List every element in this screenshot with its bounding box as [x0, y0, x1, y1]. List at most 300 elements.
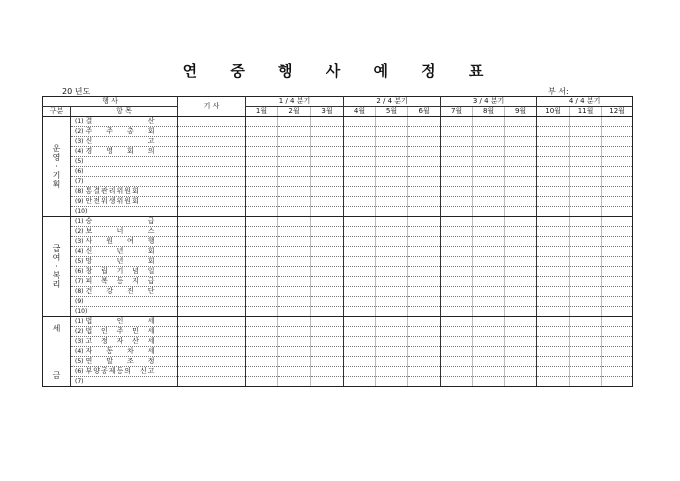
month-cell[interactable]: [441, 187, 473, 197]
month-cell[interactable]: [570, 127, 602, 137]
month-cell[interactable]: [408, 357, 441, 367]
month-cell[interactable]: [441, 177, 473, 187]
month-cell[interactable]: [441, 357, 473, 367]
month-cell[interactable]: [505, 147, 537, 157]
month-cell[interactable]: [246, 307, 278, 317]
note-cell[interactable]: [178, 127, 246, 137]
month-cell[interactable]: [246, 257, 278, 267]
month-cell[interactable]: [311, 217, 344, 227]
month-cell[interactable]: [441, 237, 473, 247]
month-cell[interactable]: [311, 247, 344, 257]
month-cell[interactable]: [602, 197, 633, 207]
month-cell[interactable]: [505, 277, 537, 287]
month-cell[interactable]: [441, 247, 473, 257]
month-cell[interactable]: [311, 357, 344, 367]
note-cell[interactable]: [178, 157, 246, 167]
month-cell[interactable]: [408, 297, 441, 307]
month-cell[interactable]: [311, 367, 344, 377]
month-cell[interactable]: [408, 327, 441, 337]
month-cell[interactable]: [473, 277, 505, 287]
month-cell[interactable]: [602, 237, 633, 247]
month-cell[interactable]: [311, 237, 344, 247]
month-cell[interactable]: [311, 127, 344, 137]
month-cell[interactable]: [602, 317, 633, 327]
month-cell[interactable]: [278, 247, 311, 257]
month-cell[interactable]: [408, 167, 441, 177]
month-cell[interactable]: [505, 367, 537, 377]
month-cell[interactable]: [537, 327, 570, 337]
month-cell[interactable]: [344, 167, 376, 177]
note-cell[interactable]: [178, 147, 246, 157]
month-cell[interactable]: [408, 307, 441, 317]
note-cell[interactable]: [178, 357, 246, 367]
month-cell[interactable]: [376, 317, 408, 327]
month-cell[interactable]: [344, 187, 376, 197]
month-cell[interactable]: [311, 147, 344, 157]
month-cell[interactable]: [441, 327, 473, 337]
month-cell[interactable]: [537, 127, 570, 137]
month-cell[interactable]: [344, 337, 376, 347]
month-cell[interactable]: [408, 187, 441, 197]
note-cell[interactable]: [178, 207, 246, 217]
month-cell[interactable]: [537, 297, 570, 307]
month-cell[interactable]: [344, 177, 376, 187]
month-cell[interactable]: [278, 237, 311, 247]
month-cell[interactable]: [602, 287, 633, 297]
month-cell[interactable]: [408, 127, 441, 137]
month-cell[interactable]: [311, 227, 344, 237]
month-cell[interactable]: [602, 327, 633, 337]
month-cell[interactable]: [537, 277, 570, 287]
month-cell[interactable]: [376, 347, 408, 357]
month-cell[interactable]: [408, 277, 441, 287]
month-cell[interactable]: [602, 277, 633, 287]
month-cell[interactable]: [246, 287, 278, 297]
month-cell[interactable]: [278, 297, 311, 307]
month-cell[interactable]: [473, 137, 505, 147]
month-cell[interactable]: [344, 137, 376, 147]
month-cell[interactable]: [441, 377, 473, 387]
month-cell[interactable]: [376, 177, 408, 187]
month-cell[interactable]: [344, 377, 376, 387]
month-cell[interactable]: [408, 177, 441, 187]
month-cell[interactable]: [376, 277, 408, 287]
month-cell[interactable]: [473, 367, 505, 377]
month-cell[interactable]: [376, 307, 408, 317]
month-cell[interactable]: [473, 267, 505, 277]
month-cell[interactable]: [441, 367, 473, 377]
month-cell[interactable]: [473, 347, 505, 357]
month-cell[interactable]: [408, 367, 441, 377]
month-cell[interactable]: [441, 287, 473, 297]
month-cell[interactable]: [537, 337, 570, 347]
note-cell[interactable]: [178, 167, 246, 177]
month-cell[interactable]: [311, 267, 344, 277]
month-cell[interactable]: [278, 197, 311, 207]
month-cell[interactable]: [473, 147, 505, 157]
month-cell[interactable]: [278, 127, 311, 137]
month-cell[interactable]: [246, 227, 278, 237]
month-cell[interactable]: [473, 307, 505, 317]
month-cell[interactable]: [441, 157, 473, 167]
month-cell[interactable]: [570, 147, 602, 157]
month-cell[interactable]: [505, 137, 537, 147]
month-cell[interactable]: [246, 237, 278, 247]
month-cell[interactable]: [344, 297, 376, 307]
month-cell[interactable]: [311, 187, 344, 197]
month-cell[interactable]: [344, 287, 376, 297]
month-cell[interactable]: [473, 177, 505, 187]
month-cell[interactable]: [570, 377, 602, 387]
month-cell[interactable]: [246, 267, 278, 277]
note-cell[interactable]: [178, 237, 246, 247]
month-cell[interactable]: [505, 217, 537, 227]
month-cell[interactable]: [311, 277, 344, 287]
month-cell[interactable]: [278, 357, 311, 367]
month-cell[interactable]: [570, 247, 602, 257]
month-cell[interactable]: [537, 267, 570, 277]
month-cell[interactable]: [376, 147, 408, 157]
month-cell[interactable]: [505, 157, 537, 167]
note-cell[interactable]: [178, 137, 246, 147]
month-cell[interactable]: [570, 317, 602, 327]
month-cell[interactable]: [537, 117, 570, 127]
month-cell[interactable]: [441, 117, 473, 127]
month-cell[interactable]: [441, 257, 473, 267]
month-cell[interactable]: [505, 167, 537, 177]
month-cell[interactable]: [408, 147, 441, 157]
month-cell[interactable]: [408, 117, 441, 127]
month-cell[interactable]: [441, 207, 473, 217]
month-cell[interactable]: [505, 297, 537, 307]
month-cell[interactable]: [570, 187, 602, 197]
month-cell[interactable]: [537, 207, 570, 217]
month-cell[interactable]: [505, 197, 537, 207]
month-cell[interactable]: [537, 217, 570, 227]
month-cell[interactable]: [537, 377, 570, 387]
month-cell[interactable]: [505, 227, 537, 237]
month-cell[interactable]: [408, 207, 441, 217]
month-cell[interactable]: [311, 137, 344, 147]
month-cell[interactable]: [344, 217, 376, 227]
month-cell[interactable]: [278, 257, 311, 267]
month-cell[interactable]: [537, 237, 570, 247]
month-cell[interactable]: [278, 277, 311, 287]
month-cell[interactable]: [376, 257, 408, 267]
month-cell[interactable]: [441, 307, 473, 317]
month-cell[interactable]: [505, 207, 537, 217]
month-cell[interactable]: [570, 337, 602, 347]
note-cell[interactable]: [178, 367, 246, 377]
month-cell[interactable]: [473, 247, 505, 257]
month-cell[interactable]: [505, 117, 537, 127]
month-cell[interactable]: [473, 377, 505, 387]
month-cell[interactable]: [570, 227, 602, 237]
month-cell[interactable]: [376, 167, 408, 177]
month-cell[interactable]: [344, 367, 376, 377]
month-cell[interactable]: [602, 297, 633, 307]
month-cell[interactable]: [408, 137, 441, 147]
month-cell[interactable]: [246, 317, 278, 327]
month-cell[interactable]: [537, 317, 570, 327]
note-cell[interactable]: [178, 247, 246, 257]
month-cell[interactable]: [246, 217, 278, 227]
note-cell[interactable]: [178, 197, 246, 207]
month-cell[interactable]: [311, 307, 344, 317]
month-cell[interactable]: [441, 217, 473, 227]
month-cell[interactable]: [537, 247, 570, 257]
month-cell[interactable]: [246, 157, 278, 167]
month-cell[interactable]: [246, 187, 278, 197]
month-cell[interactable]: [344, 317, 376, 327]
month-cell[interactable]: [570, 217, 602, 227]
month-cell[interactable]: [473, 197, 505, 207]
month-cell[interactable]: [408, 377, 441, 387]
month-cell[interactable]: [376, 197, 408, 207]
month-cell[interactable]: [246, 147, 278, 157]
month-cell[interactable]: [408, 247, 441, 257]
month-cell[interactable]: [537, 357, 570, 367]
month-cell[interactable]: [376, 117, 408, 127]
month-cell[interactable]: [441, 197, 473, 207]
month-cell[interactable]: [602, 347, 633, 357]
month-cell[interactable]: [602, 177, 633, 187]
month-cell[interactable]: [441, 277, 473, 287]
month-cell[interactable]: [602, 157, 633, 167]
month-cell[interactable]: [441, 297, 473, 307]
month-cell[interactable]: [278, 157, 311, 167]
month-cell[interactable]: [278, 267, 311, 277]
month-cell[interactable]: [602, 307, 633, 317]
month-cell[interactable]: [311, 327, 344, 337]
month-cell[interactable]: [570, 117, 602, 127]
note-cell[interactable]: [178, 287, 246, 297]
month-cell[interactable]: [570, 367, 602, 377]
month-cell[interactable]: [311, 117, 344, 127]
month-cell[interactable]: [505, 357, 537, 367]
month-cell[interactable]: [376, 377, 408, 387]
month-cell[interactable]: [246, 247, 278, 257]
month-cell[interactable]: [441, 147, 473, 157]
note-cell[interactable]: [178, 117, 246, 127]
month-cell[interactable]: [278, 317, 311, 327]
month-cell[interactable]: [246, 167, 278, 177]
month-cell[interactable]: [408, 217, 441, 227]
month-cell[interactable]: [311, 177, 344, 187]
month-cell[interactable]: [311, 197, 344, 207]
month-cell[interactable]: [473, 127, 505, 137]
month-cell[interactable]: [505, 307, 537, 317]
month-cell[interactable]: [278, 337, 311, 347]
note-cell[interactable]: [178, 337, 246, 347]
note-cell[interactable]: [178, 267, 246, 277]
month-cell[interactable]: [278, 217, 311, 227]
month-cell[interactable]: [376, 267, 408, 277]
month-cell[interactable]: [602, 137, 633, 147]
month-cell[interactable]: [441, 267, 473, 277]
month-cell[interactable]: [344, 197, 376, 207]
month-cell[interactable]: [602, 207, 633, 217]
month-cell[interactable]: [376, 237, 408, 247]
month-cell[interactable]: [246, 137, 278, 147]
month-cell[interactable]: [441, 127, 473, 137]
month-cell[interactable]: [505, 337, 537, 347]
note-cell[interactable]: [178, 277, 246, 287]
month-cell[interactable]: [278, 177, 311, 187]
month-cell[interactable]: [278, 307, 311, 317]
month-cell[interactable]: [505, 377, 537, 387]
month-cell[interactable]: [570, 237, 602, 247]
month-cell[interactable]: [344, 267, 376, 277]
month-cell[interactable]: [505, 287, 537, 297]
month-cell[interactable]: [344, 117, 376, 127]
month-cell[interactable]: [311, 157, 344, 167]
month-cell[interactable]: [311, 297, 344, 307]
month-cell[interactable]: [376, 297, 408, 307]
month-cell[interactable]: [441, 347, 473, 357]
month-cell[interactable]: [441, 337, 473, 347]
month-cell[interactable]: [537, 347, 570, 357]
month-cell[interactable]: [570, 197, 602, 207]
month-cell[interactable]: [246, 367, 278, 377]
month-cell[interactable]: [441, 167, 473, 177]
month-cell[interactable]: [376, 327, 408, 337]
note-cell[interactable]: [178, 307, 246, 317]
month-cell[interactable]: [344, 307, 376, 317]
month-cell[interactable]: [376, 137, 408, 147]
month-cell[interactable]: [537, 227, 570, 237]
month-cell[interactable]: [246, 277, 278, 287]
month-cell[interactable]: [246, 337, 278, 347]
month-cell[interactable]: [537, 197, 570, 207]
month-cell[interactable]: [473, 117, 505, 127]
month-cell[interactable]: [376, 207, 408, 217]
month-cell[interactable]: [311, 167, 344, 177]
month-cell[interactable]: [246, 297, 278, 307]
month-cell[interactable]: [278, 207, 311, 217]
month-cell[interactable]: [344, 127, 376, 137]
month-cell[interactable]: [473, 217, 505, 227]
month-cell[interactable]: [537, 187, 570, 197]
month-cell[interactable]: [278, 117, 311, 127]
month-cell[interactable]: [408, 227, 441, 237]
month-cell[interactable]: [505, 317, 537, 327]
month-cell[interactable]: [570, 307, 602, 317]
month-cell[interactable]: [602, 127, 633, 137]
month-cell[interactable]: [473, 167, 505, 177]
note-cell[interactable]: [178, 297, 246, 307]
month-cell[interactable]: [473, 207, 505, 217]
month-cell[interactable]: [537, 167, 570, 177]
month-cell[interactable]: [344, 207, 376, 217]
month-cell[interactable]: [505, 187, 537, 197]
month-cell[interactable]: [570, 207, 602, 217]
month-cell[interactable]: [376, 157, 408, 167]
month-cell[interactable]: [537, 307, 570, 317]
month-cell[interactable]: [570, 257, 602, 267]
month-cell[interactable]: [505, 247, 537, 257]
month-cell[interactable]: [278, 367, 311, 377]
month-cell[interactable]: [408, 287, 441, 297]
month-cell[interactable]: [537, 287, 570, 297]
month-cell[interactable]: [344, 247, 376, 257]
month-cell[interactable]: [246, 347, 278, 357]
month-cell[interactable]: [602, 147, 633, 157]
month-cell[interactable]: [278, 347, 311, 357]
note-cell[interactable]: [178, 187, 246, 197]
month-cell[interactable]: [537, 147, 570, 157]
month-cell[interactable]: [246, 207, 278, 217]
month-cell[interactable]: [246, 377, 278, 387]
month-cell[interactable]: [602, 117, 633, 127]
month-cell[interactable]: [570, 157, 602, 167]
month-cell[interactable]: [441, 227, 473, 237]
month-cell[interactable]: [344, 277, 376, 287]
month-cell[interactable]: [278, 377, 311, 387]
month-cell[interactable]: [376, 357, 408, 367]
month-cell[interactable]: [473, 187, 505, 197]
month-cell[interactable]: [311, 337, 344, 347]
month-cell[interactable]: [376, 337, 408, 347]
month-cell[interactable]: [344, 157, 376, 167]
month-cell[interactable]: [473, 327, 505, 337]
note-cell[interactable]: [178, 317, 246, 327]
note-cell[interactable]: [178, 347, 246, 357]
month-cell[interactable]: [408, 157, 441, 167]
month-cell[interactable]: [311, 257, 344, 267]
month-cell[interactable]: [344, 347, 376, 357]
note-cell[interactable]: [178, 217, 246, 227]
month-cell[interactable]: [376, 227, 408, 237]
month-cell[interactable]: [602, 267, 633, 277]
month-cell[interactable]: [602, 167, 633, 177]
month-cell[interactable]: [408, 347, 441, 357]
note-cell[interactable]: [178, 257, 246, 267]
month-cell[interactable]: [537, 257, 570, 267]
month-cell[interactable]: [408, 237, 441, 247]
month-cell[interactable]: [570, 167, 602, 177]
month-cell[interactable]: [602, 367, 633, 377]
month-cell[interactable]: [473, 227, 505, 237]
month-cell[interactable]: [505, 127, 537, 137]
month-cell[interactable]: [441, 137, 473, 147]
month-cell[interactable]: [278, 137, 311, 147]
month-cell[interactable]: [505, 267, 537, 277]
month-cell[interactable]: [505, 237, 537, 247]
note-cell[interactable]: [178, 227, 246, 237]
month-cell[interactable]: [473, 257, 505, 267]
month-cell[interactable]: [408, 337, 441, 347]
month-cell[interactable]: [376, 247, 408, 257]
month-cell[interactable]: [570, 267, 602, 277]
month-cell[interactable]: [537, 157, 570, 167]
month-cell[interactable]: [505, 257, 537, 267]
month-cell[interactable]: [537, 137, 570, 147]
month-cell[interactable]: [278, 327, 311, 337]
note-cell[interactable]: [178, 327, 246, 337]
month-cell[interactable]: [278, 227, 311, 237]
month-cell[interactable]: [602, 337, 633, 347]
month-cell[interactable]: [473, 357, 505, 367]
month-cell[interactable]: [602, 257, 633, 267]
month-cell[interactable]: [602, 217, 633, 227]
month-cell[interactable]: [602, 247, 633, 257]
month-cell[interactable]: [311, 347, 344, 357]
month-cell[interactable]: [311, 207, 344, 217]
month-cell[interactable]: [602, 227, 633, 237]
month-cell[interactable]: [246, 357, 278, 367]
month-cell[interactable]: [473, 287, 505, 297]
